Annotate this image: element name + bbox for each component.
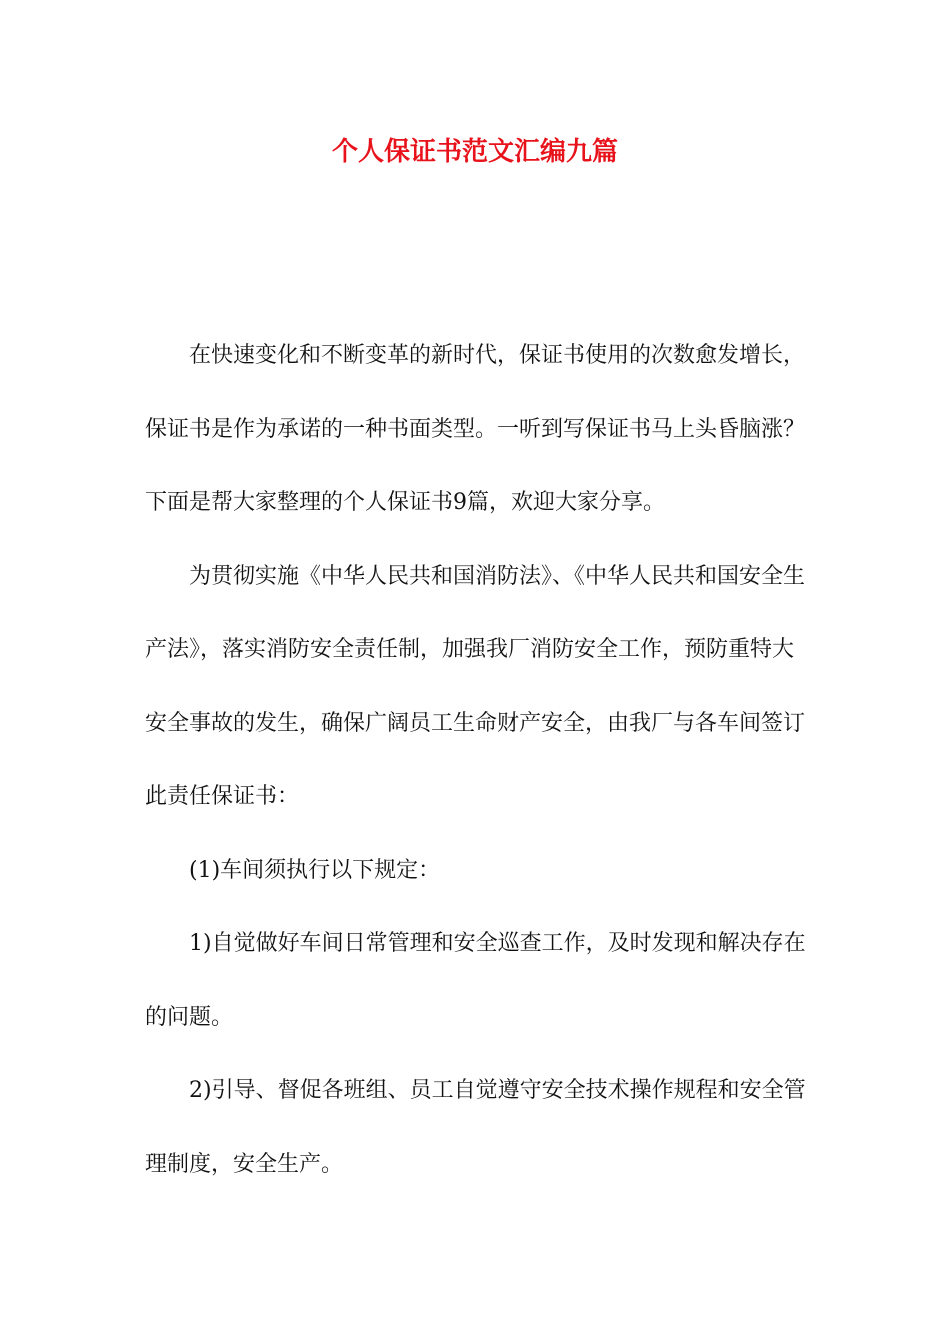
- document-body: [145, 319, 810, 1201]
- paragraph-purpose: 为贯彻实施《中华人民共和国消防法》、《中华人民共和国安全生产法》，落实消防安全责任制，加强我厂消防安全工作，预防重特大安全事故的发生，确保广阔员工生命财产安全，由我厂与各车间签订此责任保证书：: [145, 563, 806, 809]
- paragraph-intro: 在快速变化和不断变革的新时代，保证书使用的次数愈发增长，保证书是作为承诺的一种书面类型。一听到写保证书马上头昏脑涨？下面是帮大家整理的个人保证书9篇，欢迎大家分享。: [145, 343, 806, 515]
- paragraph-rule-1: 1)自觉做好车间日常管理和安全巡查工作，及时发现和解决存在的问题。: [145, 931, 806, 1030]
- paragraph-rule-heading: (1)车间须执行以下规定：: [189, 857, 441, 883]
- document-title: 个人保证书范文汇编九篇: [331, 137, 618, 167]
- paragraph-rule-2: 2)引导、督促各班组、员工自觉遵守安全技术操作规程和安全管理制度，安全生产。: [145, 1078, 806, 1177]
